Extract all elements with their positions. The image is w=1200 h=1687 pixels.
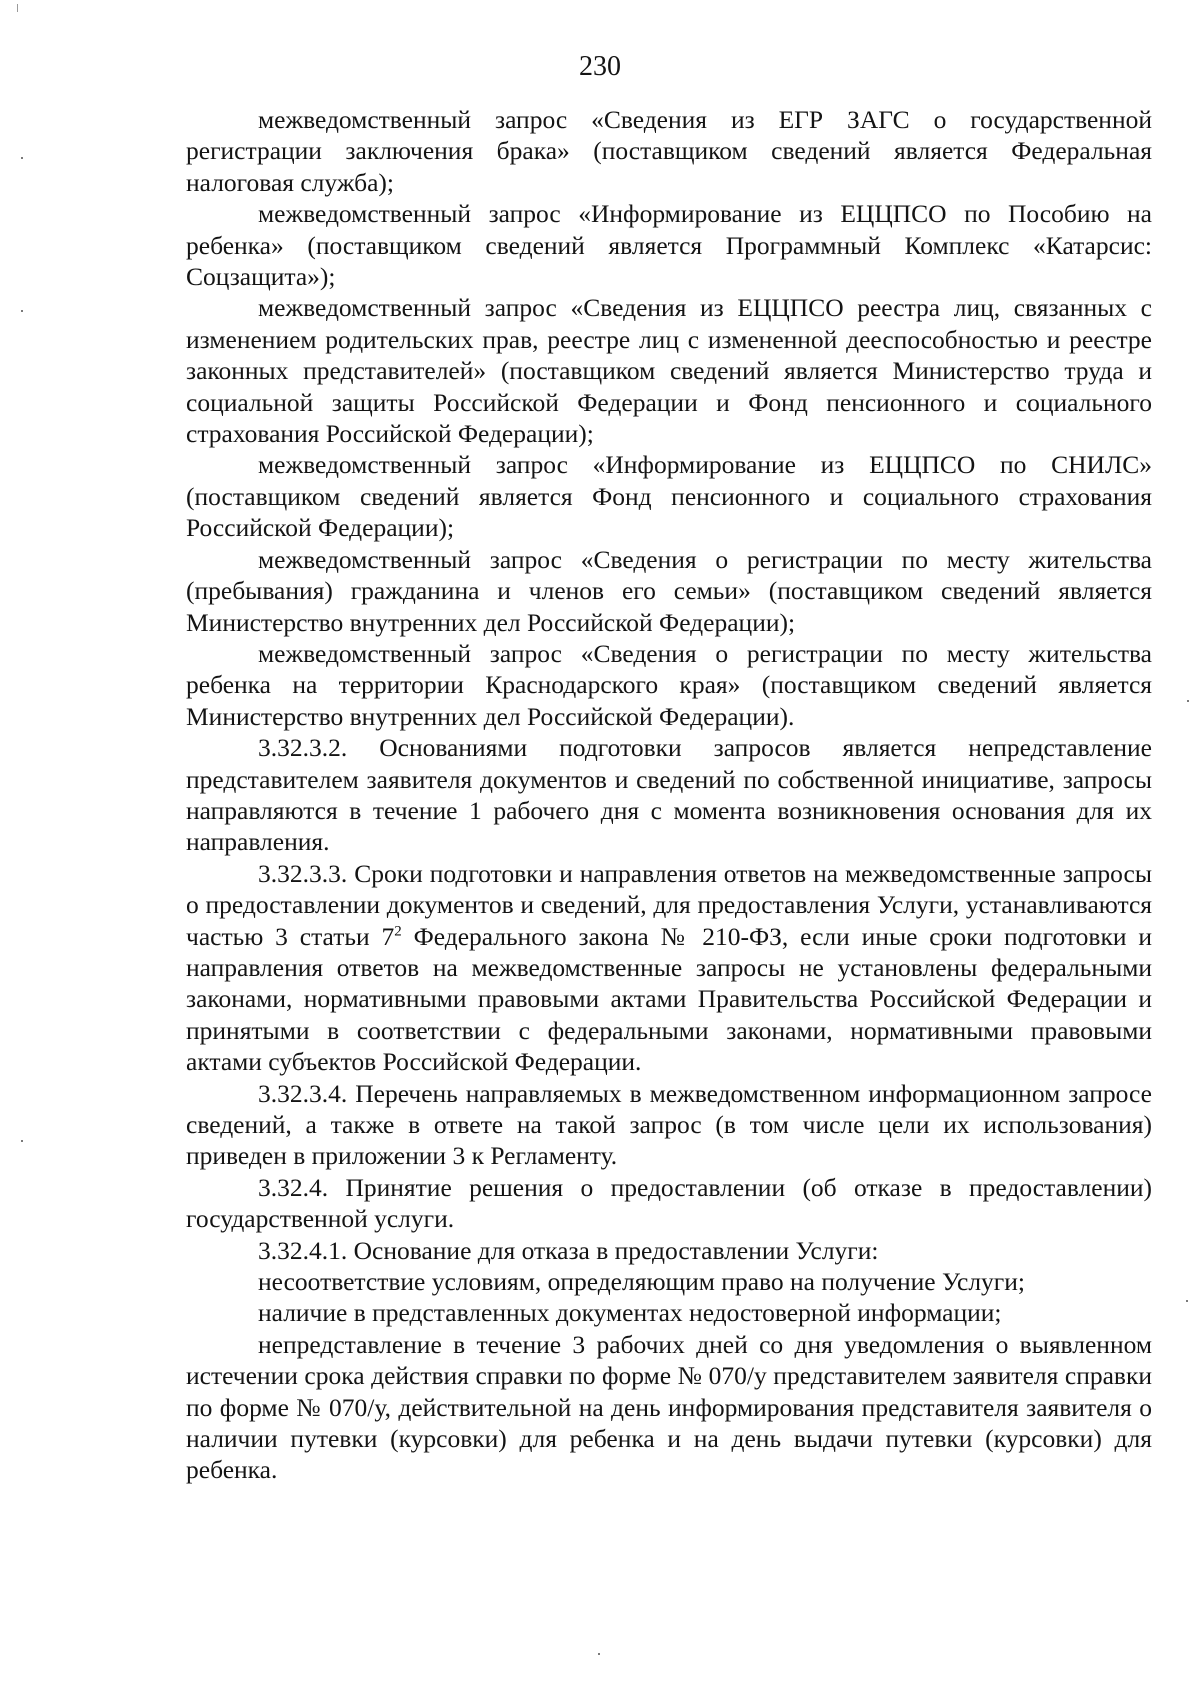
paragraph-section-3-32-4: 3.32.4. Принятие решения о предоставлении (об отказе в предоставлении) государственной услуги. [186, 1172, 1152, 1234]
scan-speck [598, 1653, 600, 1655]
scan-edge-mark [17, 4, 18, 12]
scan-speck [21, 310, 23, 312]
article-superscript: 2 [394, 923, 402, 940]
paragraph-request-egr-zags: межведомственный запрос «Сведения из ЕГР ЗАГС о государственной регистрации заключения брака» (поставщиком сведений является Федеральная налоговая служба); [186, 105, 1152, 197]
paragraph-refusal-ground-false-info: наличие в представленных документах недостоверной информации; [258, 1298, 1002, 1328]
paragraph-section-3-32-3-3 [186, 858, 1152, 1078]
paragraph-request-child-benefit: межведомственный запрос «Информирование из ЕЦЦПСО по Пособию на ребенка» (поставщиком сведений является Программный Комплекс «Катарсис: Соцзащита»); [186, 199, 1152, 292]
paragraph-request-family-registration: межведомственный запрос «Сведения о регистрации по месту жительства (пребывания) гражданина и членов его семьи» (поставщиком сведений является Министерство внутренних дел Российской Федерации); [186, 544, 1152, 637]
document-body [186, 104, 1152, 1486]
paragraph-request-child-registration: межведомственный запрос «Сведения о регистрации по месту жительства ребенка на территории Краснодарского края» (поставщиком сведений является Министерство внутренних дел Российской Федерации). [186, 638, 1152, 731]
section-3-32-3-3-text-start: 3.32.3.3. Сроки подготовки и направления ответов на межведомственные запросы о предоставлении документов и сведений, для предоставления Услуги, устанавливаются частью 3 статьи 7 [186, 858, 1152, 951]
page-number: 230 [579, 51, 621, 82]
scan-speck [21, 1140, 23, 1142]
paragraph-section-3-32-4-1: 3.32.4.1. Основание для отказа в предоставлении Услуги: [258, 1235, 879, 1265]
section-3-32-3-3-text-end: Федерального закона № 210-ФЗ, если иные сроки подготовки и направления ответов на межведомственные запросы не установлены федеральными законами, нормативными правовыми актами Правительства Российской Федерации и принятыми в соответствии с федеральными законами, нормативными правовыми актами субъектов Российской Федерации. [186, 921, 1152, 1077]
paragraph-refusal-ground-certificate: непредставление в течение 3 рабочих дней со дня уведомления о выявленном истечении срока действия справки по форме № 070/у представителем заявителя справки по форме № 070/у, действительной на день информирования представителя заявителя о наличии путевки (курсовки) для ребенка и на день выдачи путевки (курсовки) для ребенка. [186, 1329, 1152, 1485]
paragraph-section-3-32-3-2: 3.32.3.2. Основаниями подготовки запросов является непредставление представителем заявителя документов и сведений по собственной инициативе, запросы направляются в течение 1 рабочего дня с момента возникновения основания для их направления. [186, 733, 1152, 857]
paragraph-refusal-ground-conditions: несоответствие условиям, определяющим право на получение Услуги; [258, 1267, 1025, 1297]
paragraph-section-3-32-3-4: 3.32.3.4. Перечень направляемых в межведомственном информационном запросе сведений, а также в ответе на такой запрос (в том числе цели их использования) приведен в приложении 3 к Регламенту. [186, 1078, 1152, 1171]
scan-speck [1186, 1300, 1188, 1302]
paragraph-request-snils: межведомственный запрос «Информирование из ЕЦЦПСО по СНИЛС» (поставщиком сведений является Фонд пенсионного и социального страхования Российской Федерации); [186, 450, 1152, 543]
scan-speck [21, 157, 23, 159]
paragraph-request-parental-rights-registry: межведомственный запрос «Сведения из ЕЦЦПСО реестра лиц, связанных с изменением родительских прав, реестре лиц с измененной дееспособностью и реестре законных представителей» (поставщиком сведений является Министерство труда и социальной защиты Российской Федерации и Фонд пенсионного и социального страхования Российской Федерации); [186, 293, 1152, 449]
scan-speck [1187, 700, 1189, 702]
